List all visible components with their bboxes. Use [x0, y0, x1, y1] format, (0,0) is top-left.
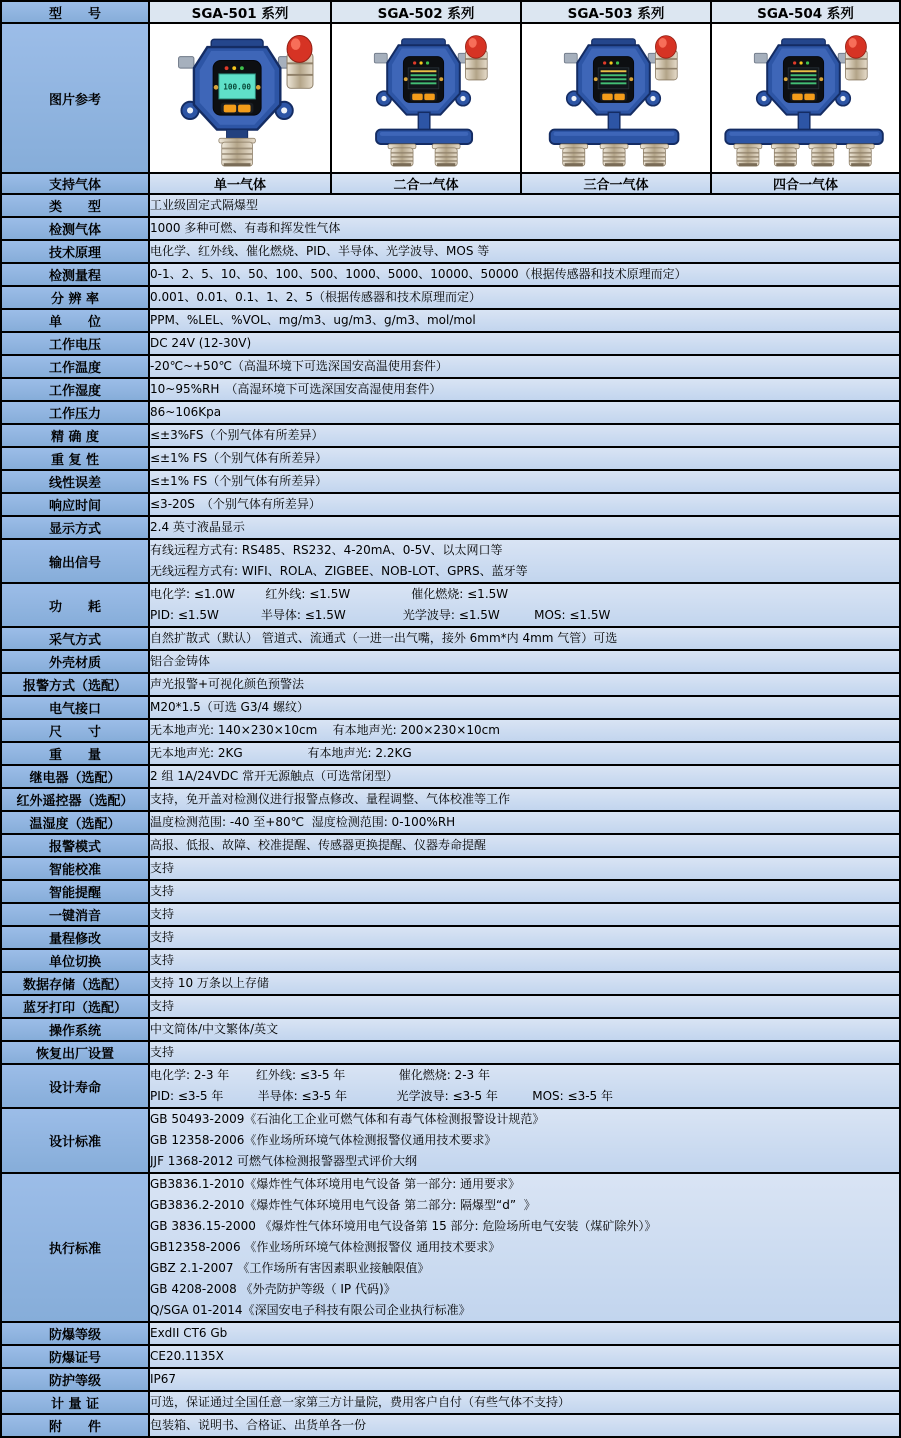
spec-row-label: 工作湿度 — [1, 378, 149, 401]
model-name-sga-504: SGA-504 系列 — [711, 1, 900, 23]
model-name-sga-502: SGA-502 系列 — [331, 1, 521, 23]
spec-row — [1, 286, 900, 309]
spec-row-value: 可选，保证通过全国任意一家第三方计量院，费用客户自付（有些气体不支持） — [149, 1391, 900, 1414]
spec-row-value: 有线远程方式有: RS485、RS232、4-20mA、0-5V、以太网口等 无线远程方式有: WIFI、ROLA、ZIGBEE、NOB-LOT、GPRS、蓝牙等 — [149, 539, 900, 583]
gas-detector-image-sga-504 — [711, 23, 900, 173]
spec-row-label: 外壳材质 — [1, 650, 149, 673]
spec-row — [1, 903, 900, 926]
spec-row-label: 附 件 — [1, 1414, 149, 1437]
spec-row-label: 报警模式 — [1, 834, 149, 857]
spec-row — [1, 217, 900, 240]
spec-row-label: 工作电压 — [1, 332, 149, 355]
spec-row-label: 设计标准 — [1, 1108, 149, 1173]
gas-detector-illustration — [720, 24, 892, 168]
spec-row — [1, 401, 900, 424]
gas-detector-image-sga-502 — [331, 23, 521, 173]
spec-row — [1, 926, 900, 949]
spec-row — [1, 1173, 900, 1322]
spec-row-value: 支持 — [149, 1041, 900, 1064]
spec-row-label: 显示方式 — [1, 516, 149, 539]
supported-gas-row — [1, 173, 900, 194]
spec-row-label: 智能校准 — [1, 857, 149, 880]
spec-row-value: GB 50493-2009《石油化工企业可燃气体和有毒气体检测报警设计规范》 GB 12358-2006《作业场所环境气体检测报警仪通用技术要求》 JJF 1368-2012 可燃气体检测报警器型式评价大纲 — [149, 1108, 900, 1173]
spec-row-value: PPM、%LEL、%VOL、mg/m3、ug/m3、g/m3、mol/mol — [149, 309, 900, 332]
spec-row-label: 重 量 — [1, 742, 149, 765]
spec-row-label: 量程修改 — [1, 926, 149, 949]
spec-row-value: 1000 多种可燃、有毒和挥发性气体 — [149, 217, 900, 240]
spec-row — [1, 673, 900, 696]
spec-row — [1, 627, 900, 650]
spec-row-value: 支持 — [149, 949, 900, 972]
spec-row-label: 精 确 度 — [1, 424, 149, 447]
supported-gas-sga-504: 四合一气体 — [711, 173, 900, 194]
spec-row — [1, 995, 900, 1018]
spec-row — [1, 650, 900, 673]
spec-row-value: DC 24V (12-30V) — [149, 332, 900, 355]
spec-row-value: 支持 — [149, 880, 900, 903]
spec-row — [1, 470, 900, 493]
model-name-sga-501: SGA-501 系列 — [149, 1, 331, 23]
spec-row-label: 数据存储（选配） — [1, 972, 149, 995]
spec-row-label: 类 型 — [1, 194, 149, 217]
spec-row-value: CE20.1135X — [149, 1345, 900, 1368]
spec-row-label: 电气接口 — [1, 696, 149, 719]
spec-row — [1, 355, 900, 378]
spec-row — [1, 765, 900, 788]
gas-detector-image-sga-501 — [149, 23, 331, 173]
spec-row-label: 报警方式（选配） — [1, 673, 149, 696]
supported-gas-sga-503: 三合一气体 — [521, 173, 711, 194]
spec-row — [1, 834, 900, 857]
spec-row-value: 支持 10 万条以上存储 — [149, 972, 900, 995]
spec-row-value: -20℃~+50℃（高温环境下可选深国安高温使用套件） — [149, 355, 900, 378]
spec-row-label: 温湿度（选配） — [1, 811, 149, 834]
spec-row-value: IP67 — [149, 1368, 900, 1391]
model-row — [1, 1, 900, 23]
spec-row — [1, 857, 900, 880]
spec-row-value: 支持 — [149, 857, 900, 880]
gas-detector-illustration — [154, 24, 326, 168]
spec-row-value: 0.001、0.01、0.1、1、2、5（根据传感器和技术原理而定） — [149, 286, 900, 309]
spec-row-value: 支持 — [149, 903, 900, 926]
spec-row — [1, 1391, 900, 1414]
spec-row-value: 2 组 1A/24VDC 常开无源触点（可选常闭型） — [149, 765, 900, 788]
spec-row-value: 支持，免开盖对检测仪进行报警点修改、量程调整、气体校准等工作 — [149, 788, 900, 811]
spec-row — [1, 788, 900, 811]
spec-row — [1, 583, 900, 627]
spec-row-label: 检测气体 — [1, 217, 149, 240]
spec-row — [1, 972, 900, 995]
spec-row-label: 执行标准 — [1, 1173, 149, 1322]
spec-row — [1, 811, 900, 834]
spec-row-value: 中文简体/中文繁体/英文 — [149, 1018, 900, 1041]
spec-row-label: 蓝牙打印（选配） — [1, 995, 149, 1018]
spec-row — [1, 447, 900, 470]
spec-row-value: 电化学: ≤1.0W 红外线: ≤1.5W 催化燃烧: ≤1.5W PID: ≤1.5W 半导体: ≤1.5W 光学波导: ≤1.5W MOS: ≤1.5W — [149, 583, 900, 627]
spec-row — [1, 516, 900, 539]
spec-row-value: 无本地声光: 2KG 有本地声光: 2.2KG — [149, 742, 900, 765]
spec-row-label: 响应时间 — [1, 493, 149, 516]
spec-row-value: 10~95%RH （高湿环境下可选深国安高湿使用套件） — [149, 378, 900, 401]
gas-detector-illustration — [530, 24, 702, 168]
spec-row-label: 继电器（选配） — [1, 765, 149, 788]
gas-detector-illustration — [340, 24, 512, 168]
spec-row — [1, 742, 900, 765]
spec-row-value: 自然扩散式（默认） 管道式、流通式（一进一出气嘴，接外 6mm*内 4mm 气管）可选 — [149, 627, 900, 650]
spec-row-value: GB3836.1-2010《爆炸性气体环境用电气设备 第一部分: 通用要求》 GB3836.2-2010《爆炸性气体环境用电气设备 第二部分: 隔爆型“d” 》 GB 3836.15-2000 《爆炸性气体环境用电气设备第 15 部分: 危险场所电气安装（煤矿除外）》 GB12358-2006 《作业场所环境气体检测报警仪 通用技术要求》 GBZ 2.1-2007 《工作场所有害因素职业接触限值》 GB 4208-2008 《外壳防护等级（ IP 代码)》 Q/SGA 01-2014《深国安电子科技有限公司企业执行标准》 — [149, 1173, 900, 1322]
spec-row — [1, 1414, 900, 1437]
spec-row — [1, 696, 900, 719]
supported-gas-sga-501: 单一气体 — [149, 173, 331, 194]
image-row — [1, 23, 900, 173]
spec-row — [1, 309, 900, 332]
spec-row — [1, 1345, 900, 1368]
gas-detector-image-sga-503 — [521, 23, 711, 173]
spec-row-label: 操作系统 — [1, 1018, 149, 1041]
spec-row — [1, 539, 900, 583]
spec-row — [1, 332, 900, 355]
model-row-label: 型 号 — [1, 1, 149, 23]
spec-row-label: 工作温度 — [1, 355, 149, 378]
spec-row — [1, 424, 900, 447]
spec-row-value: 声光报警+可视化颜色预警法 — [149, 673, 900, 696]
spec-row-value: ExdII CT6 Gb — [149, 1322, 900, 1345]
spec-row-label: 分 辨 率 — [1, 286, 149, 309]
spec-row — [1, 493, 900, 516]
spec-row — [1, 719, 900, 742]
supported-gas-label: 支持气体 — [1, 173, 149, 194]
spec-row-label: 功 耗 — [1, 583, 149, 627]
spec-row-label: 检测量程 — [1, 263, 149, 286]
spec-row — [1, 1064, 900, 1108]
spec-row-label: 红外遥控器（选配） — [1, 788, 149, 811]
image-row-label: 图片参考 — [1, 23, 149, 173]
spec-row-label: 一键消音 — [1, 903, 149, 926]
spec-row — [1, 378, 900, 401]
spec-row-value: M20*1.5（可选 G3/4 螺纹） — [149, 696, 900, 719]
spec-row — [1, 240, 900, 263]
spec-row-value: 铝合金铸体 — [149, 650, 900, 673]
spec-row-label: 防爆等级 — [1, 1322, 149, 1345]
spec-row-value: 0-1、2、5、10、50、100、500、1000、5000、10000、50000（根据传感器和技术原理而定） — [149, 263, 900, 286]
spec-row-label: 单 位 — [1, 309, 149, 332]
spec-row-label: 重 复 性 — [1, 447, 149, 470]
spec-row-label: 单位切换 — [1, 949, 149, 972]
spec-row — [1, 1018, 900, 1041]
spec-row-value: ≤3-20S （个别气体有所差异） — [149, 493, 900, 516]
spec-row — [1, 1041, 900, 1064]
spec-row-label: 线性误差 — [1, 470, 149, 493]
spec-row — [1, 1368, 900, 1391]
spec-row-label: 输出信号 — [1, 539, 149, 583]
spec-row-value: 包装箱、说明书、合格证、出货单各一份 — [149, 1414, 900, 1437]
spec-row-label: 防爆证号 — [1, 1345, 149, 1368]
svg-text:100.00: 100.00 — [223, 82, 251, 92]
spec-row-value: 工业级固定式隔爆型 — [149, 194, 900, 217]
spec-row-label: 技术原理 — [1, 240, 149, 263]
spec-row-value: 支持 — [149, 995, 900, 1018]
spec-row-value: ≤±1% FS（个别气体有所差异） — [149, 470, 900, 493]
supported-gas-sga-502: 二合一气体 — [331, 173, 521, 194]
spec-row-value: 支持 — [149, 926, 900, 949]
spec-row-value: ≤±3%FS（个别气体有所差异） — [149, 424, 900, 447]
spec-row-value: 温度检测范围: -40 至+80℃ 湿度检测范围: 0-100%RH — [149, 811, 900, 834]
spec-row — [1, 263, 900, 286]
spec-row-value: 无本地声光: 140×230×10cm 有本地声光: 200×230×10cm — [149, 719, 900, 742]
spec-row-value: 86~106Kpa — [149, 401, 900, 424]
spec-row-value: 电化学、红外线、催化燃烧、PID、半导体、光学波导、MOS 等 — [149, 240, 900, 263]
spec-row-label: 采气方式 — [1, 627, 149, 650]
spec-row-label: 智能提醒 — [1, 880, 149, 903]
spec-row-label: 计 量 证 — [1, 1391, 149, 1414]
spec-row — [1, 1108, 900, 1173]
spec-row-label: 防护等级 — [1, 1368, 149, 1391]
spec-row-label: 设计寿命 — [1, 1064, 149, 1108]
spec-row-value: 2.4 英寸液晶显示 — [149, 516, 900, 539]
model-name-sga-503: SGA-503 系列 — [521, 1, 711, 23]
spec-row — [1, 949, 900, 972]
spec-row-label: 工作压力 — [1, 401, 149, 424]
spec-row-label: 尺 寸 — [1, 719, 149, 742]
spec-row — [1, 194, 900, 217]
spec-row-label: 恢复出厂设置 — [1, 1041, 149, 1064]
spec-row-value: ≤±1% FS（个别气体有所差异） — [149, 447, 900, 470]
spec-row-value: 电化学: 2-3 年 红外线: ≤3-5 年 催化燃烧: 2-3 年 PID: ≤3-5 年 半导体: ≤3-5 年 光学波导: ≤3-5 年 MOS: ≤3-5 年 — [149, 1064, 900, 1108]
spec-row — [1, 880, 900, 903]
spec-row-value: 高报、低报、故障、校准提醒、传感器更换提醒、仪器寿命提醒 — [149, 834, 900, 857]
spec-row — [1, 1322, 900, 1345]
